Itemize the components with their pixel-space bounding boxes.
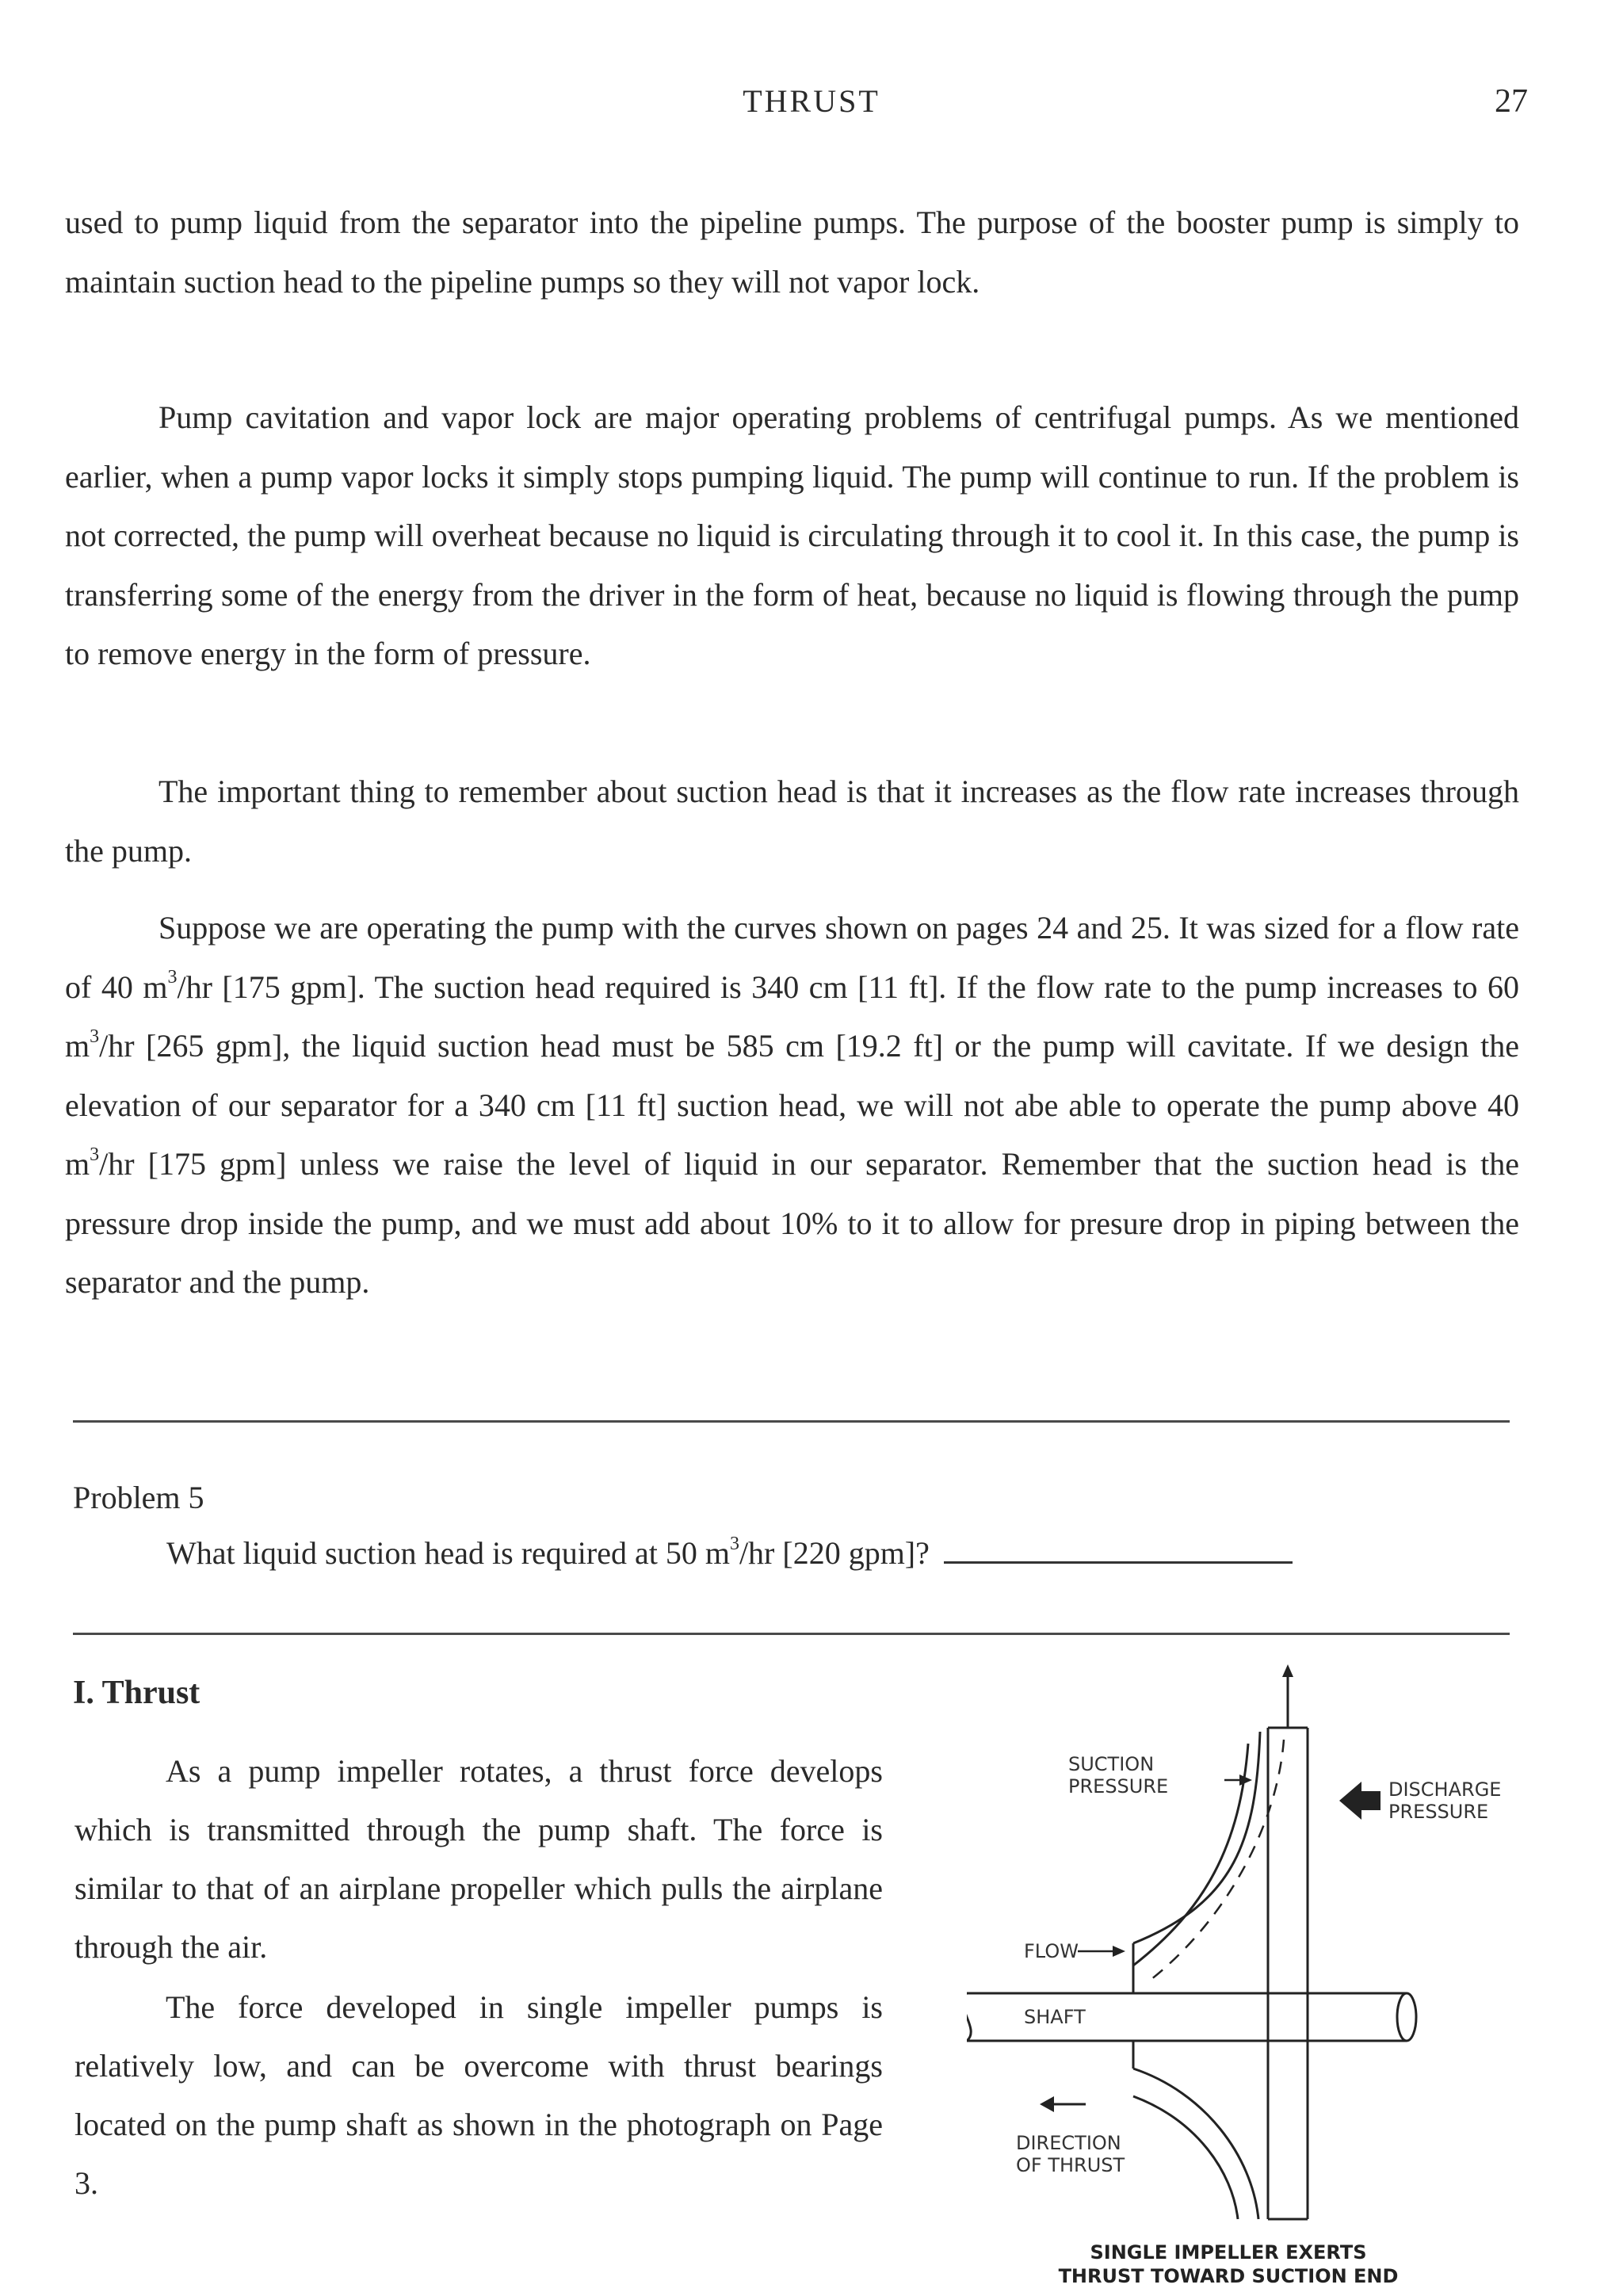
page-number: 27 [1495, 83, 1528, 120]
problem-question [166, 1534, 1293, 1572]
chapter-title: THRUST [743, 83, 880, 119]
paragraph-text: The force developed in single impeller pumps is relatively low, and can be overcome with thrust bearings located on the pump shaft as shown in the photograph on Page 3. [74, 1989, 883, 2201]
thrust-direction-label: OF THRUST [1016, 2154, 1125, 2176]
impeller-thrust-diagram [967, 1664, 1537, 2290]
answer-blank[interactable] [944, 1538, 1293, 1564]
question-text: What liquid suction head is required at 50 m [166, 1535, 730, 1571]
superscript: 3 [90, 1144, 100, 1165]
shaft-break-left [967, 1993, 971, 2041]
flow-path-dashed [1151, 1740, 1284, 1980]
arrow-right-icon [1239, 1775, 1252, 1786]
arrow-up-icon [1282, 1664, 1293, 1677]
section-paragraph-1 [74, 1742, 883, 1977]
paragraph-text: /hr [175 gpm] unless we raise the level of liquid in our separator. Remember that the suction head is the pressure drop inside the pump, and we must add about 10% to it to allow for presure drop in piping between the separator and the pump. [65, 1146, 1519, 1300]
paragraph-text: The important thing to remember about suction head is that it increases as the flow rate increases through the pump. [65, 774, 1519, 869]
divider-rule [73, 1633, 1510, 1635]
paragraph-text: Suppose we are operating the pump with the curves shown on pages 24 and 25. It was sized for a flow rate of 40 m [65, 910, 1519, 1005]
section-heading: I. Thrust [73, 1675, 200, 1711]
suction-label: SUCTION [1068, 1753, 1155, 1775]
paragraph-4 [65, 899, 1519, 1312]
shaft-end [1397, 1993, 1416, 2041]
paragraph-text: /hr [175 gpm]. The suction head required is 340 cm [11 ft]. If the flow rate to the pump increases to 60 m [65, 968, 1519, 1064]
discharge-label: DISCHARGE [1388, 1778, 1502, 1801]
diagram-caption: THRUST TOWARD SUCTION END [1058, 2265, 1399, 2287]
thrust-direction-label: DIRECTION [1016, 2132, 1121, 2154]
problem-title: Problem 5 [73, 1480, 204, 1515]
superscript: 3 [167, 967, 178, 988]
paragraph-3 [65, 762, 1519, 881]
discharge-label: PRESSURE [1388, 1801, 1489, 1823]
divider-rule [73, 1420, 1510, 1423]
paragraph-2 [65, 388, 1519, 684]
superscript: 3 [729, 1533, 739, 1554]
question-text: /hr [220 gpm]? [739, 1535, 930, 1571]
lower-curve-outer [1133, 2069, 1258, 2219]
paragraph-text: used to pump liquid from the separator into the pipeline pumps. The purpose of the booster pump is simply to maintain suction head to the pipeline pumps so they will not vapor lock. [65, 204, 1519, 300]
paragraph-text: As a pump impeller rotates, a thrust force develops which is transmitted through the pump shaft. The force is similar to that of an airplane propeller which pulls the airplane through the air. [74, 1753, 883, 1965]
paragraph-1 [65, 193, 1519, 311]
paragraph-text: /hr [265 gpm], the liquid suction head must be 585 cm [19.2 ft] or the pump will cavitate. If we design the elevation of our separator for a 340 cm [11 ft] suction head, we will not abe able to operate the pump above 40 m [65, 1028, 1519, 1182]
lower-curve-inner [1133, 2096, 1238, 2219]
diagram-caption: SINGLE IMPELLER EXERTS [1090, 2241, 1367, 2264]
section-paragraph-2 [74, 1978, 883, 2213]
superscript: 3 [90, 1026, 100, 1047]
discharge-arrow-icon [1339, 1782, 1381, 1820]
running-head [0, 79, 1623, 127]
shaft-label: SHAFT [1024, 2006, 1086, 2028]
paragraph-text: Pump cavitation and vapor lock are major operating problems of centrifugal pumps. As we mentioned earlier, when a pump vapor locks it simply stops pumping liquid. The pump will continue to run. If the problem is not corrected, the pump will overheat because no liquid is circulating through it to cool it. In this case, the pump is transferring some of the energy from the driver in the form of heat, because no liquid is flowing through the pump to remove energy in the form of pressure. [65, 399, 1519, 671]
arrow-right-icon [1113, 1946, 1125, 1957]
flow-label: FLOW [1024, 1940, 1079, 1962]
suction-label: PRESSURE [1068, 1775, 1169, 1797]
arrow-left-icon [1040, 2096, 1054, 2112]
